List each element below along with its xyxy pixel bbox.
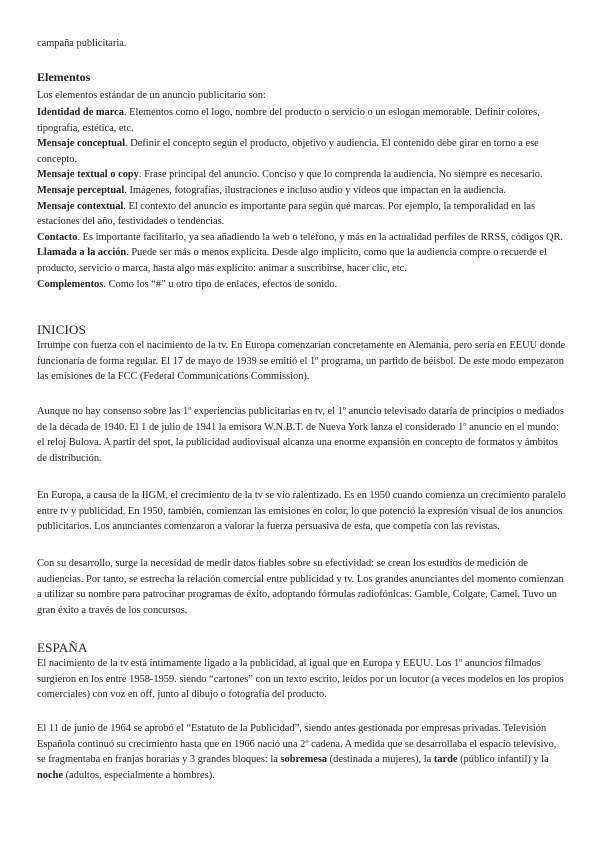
- item-term: Mensaje textual o copy: [37, 169, 139, 181]
- text-run: (adultos, especialmente a hombres).: [62, 769, 215, 781]
- espana-paragraph-final: [37, 721, 567, 783]
- item-term: Identidad de marca: [37, 107, 124, 118]
- section-title-inicios: INICIOS: [37, 322, 87, 337]
- item-text: . El contexto del anuncio es importante para según qué marcas. Por ejemplo, la temporalidad en las estaciones del año, festividades o tendencias.: [37, 200, 536, 228]
- list-item: [37, 183, 567, 199]
- intro-tail-text: campaña publicitaria.: [37, 38, 127, 49]
- bold-term-tarde: tarde: [433, 754, 458, 766]
- item-term: Complementos: [37, 278, 104, 290]
- item-term: Mensaje perceptual: [37, 184, 125, 196]
- item-term: Contacto: [37, 231, 78, 243]
- list-item: [37, 277, 567, 293]
- item-term: Mensaje conceptual: [37, 138, 126, 150]
- text-run: (destinada a mujeres), la: [327, 754, 434, 766]
- item-text: . Frase principal del anuncio. Conciso y que lo comprenda la audiencia. No siempre es necesario.: [138, 169, 543, 181]
- section-title-elementos: Elementos: [37, 70, 91, 84]
- text-run: (público infantil) y la: [457, 754, 549, 766]
- bold-term-sobremesa: sobremesa: [280, 754, 328, 766]
- espana-paragraph: El nacimiento de la tv está íntimamente ligado a la publicidad, al igual que en Europa y EEUU. Los 1º anuncios filmados surgieron en los entre 1958-1959. siendo “cartones” con un texto escrito, leídos por un locutor (a veces modelos en los propios comerciales) con voz en off, junto al dibujo o fotografía del producto.: [37, 658, 564, 701]
- section-title-espana: ESPAÑA: [37, 640, 88, 655]
- item-term: Llamada a la acción: [37, 247, 127, 259]
- inicios-paragraph: Con su desarrollo, surge la necesidad de medir datos fiables sobre su efectividad: se crean los estudios de medición de audiencias. Por tanto, se estrecha la relación comercial entre publicidad y tv. Los grandes anunciantes del momento comienzan a utilizar su nombre para patrocinar programas de éxito, adoptando fórmulas radiofónicas: Gamble, Colgate, Camel. Tuvo un gran éxito a través de los concursos.: [37, 558, 564, 616]
- item-text: . Elementos como el logo, nombre del producto o servicio o un eslogan memorable. Definir colores, tipografía, estética, etc.: [37, 107, 540, 134]
- list-item: [37, 230, 567, 246]
- item-text: . Como los “#” u otro tipo de enlaces, efectos de sonido.: [103, 278, 338, 290]
- inicios-paragraph: En Europa, a causa de la IIGM, el crecimiento de la tv se vio ralentizado. Es en 1950 cuando comienza un crecimiento paralelo entre tv y publicidad. En 1950, también, comienzan las emisiones en color, lo que potenció la expresión visual de los anuncios publicitarios. Los anunciantes comenzaron a valorar la fuerza persuasiva de esta, que competía con las revistas.: [37, 490, 566, 533]
- elementos-list: [37, 105, 567, 292]
- list-item: [37, 105, 567, 136]
- bold-term-noche: noche: [37, 769, 63, 781]
- item-text: . Es importante facilitarlo, ya sea añadiendo la web o teléfono, y más en la actualidad perfiles de RRSS, códigos QR.: [77, 231, 564, 243]
- list-item: [37, 167, 567, 183]
- list-item: [37, 245, 567, 276]
- inicios-paragraph: Irrumpe con fuerza con el nacimiento de la tv. En Europa comenzarían concretamente en Alemania, pero sería en EEUU donde funcionaría de forma regular. El 17 de mayo de 1939 se emitió el 1º programa, un partido de béisbol. De este modo empezaron las emisiones de la FCC (Federal Communications Commission).: [37, 340, 566, 383]
- item-text: . Imágenes, fotografías, ilustraciones e incluso audio y vídeos que impactan en la audiencia.: [124, 184, 506, 196]
- elementos-lead: Los elementos estándar de un anuncio publicitario son:: [37, 90, 266, 101]
- item-term: Mensaje contextual: [37, 200, 124, 212]
- item-text: . Puede ser más o menos explícita. Desde algo implícito, como que la audiencia compre o recuerde el producto, servicio o marca, hasta algo más explícito: animar a suscribirse, hacer clic, etc.: [37, 247, 547, 274]
- list-item: [37, 199, 567, 230]
- text-run: El 11 de junio de 1964 se aprobó el “Estatuto de la Publicidad”, siendo antes gestionada por empresas privadas. Televisión Española continuó su crecimiento hasta que en 1966 nació una 2º cadena. A medida que se desarrollaba el espacio televisivo, se fragmentaba en franjas horarias y 3 grandes bloques: la: [37, 723, 557, 766]
- inicios-paragraph: Aunque no hay consenso sobre las 1º experiencias publicitarias en tv, el 1º anuncio televisado dataría de principios o mediados de la década de 1940. El 1 de julio de 1941 la emisora W.N.B.T. de Nueva York lanza el considerado 1º anuncio en el mundo: el reloj Bulova. A partir del spot, la publicidad audiovisual alcanza una enorme expansión en concepto de formatos y ámbitos de distribución.: [37, 406, 564, 464]
- item-text: . Definir el concepto según el producto, objetivo y audiencia. El contenido debe girar en torno a ese concepto.: [37, 138, 539, 165]
- list-item: [37, 136, 567, 167]
